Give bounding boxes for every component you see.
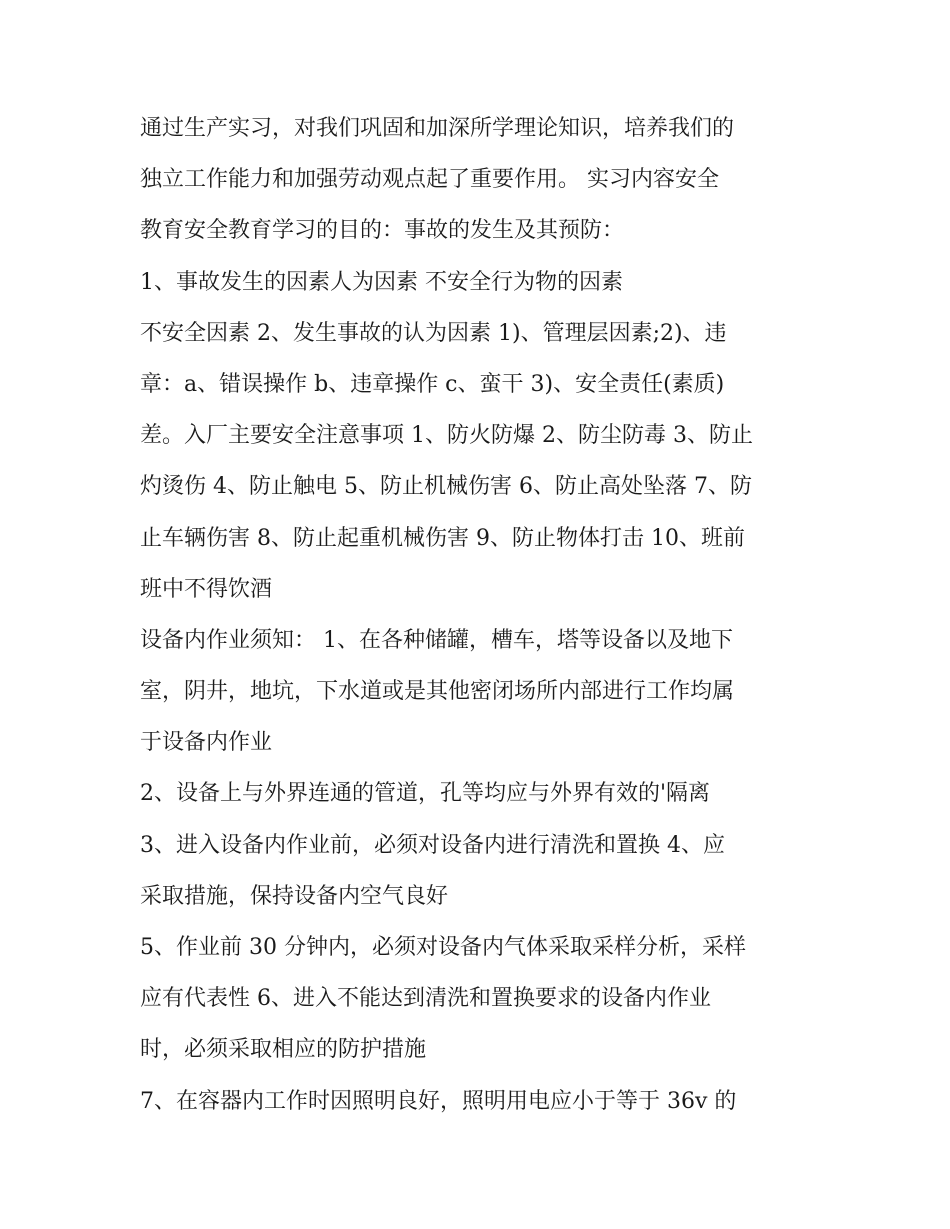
text-line-16: 采取措施，保持设备内空气良好 [140,883,449,909]
text-line-5: 不安全因素 2、发生事故的认为因素 1)、管理层因素;2)、违 [140,320,727,346]
document-body [140,103,820,1127]
text-line-10: 班中不得饮酒 [140,576,273,602]
text-line-4: 1、事故发生的因素人为因素 不安全行为物的因素 [140,269,623,295]
text-line-6: 章：a、错误操作 b、违章操作 c、蛮干 3)、安全责任(素质) [140,371,725,397]
text-line-17: 5、作业前 30 分钟内，必须对设备内气体采取采样分析，采样 [140,935,746,960]
text-line-3: 教育安全教育学习的目的：事故的发生及其预防： [140,218,625,244]
text-line-1: 通过生产实习，对我们巩固和加深所学理论知识，培养我们的 [140,116,735,141]
text-line-12: 室，阴井，地坑，下水道或是其他密闭场所内部进行工作均属 [140,679,735,705]
text-line-2: 独立工作能力和加强劳动观点起了重要作用。 实习内容安全 [140,167,719,193]
text-line-20: 7、在容器内工作时因照明良好，照明用电应小于等于 36v 的 [140,1088,737,1114]
text-line-19: 时，必须采取相应的防护措施 [140,1037,427,1063]
text-line-7: 差。入厂主要安全注意事项 1、防火防爆 2、防尘防毒 3、防止 [140,423,753,449]
text-line-15: 3、进入设备内作业前，必须对设备内进行清洗和置换 4、应 [140,832,725,858]
text-line-11: 设备内作业须知： 1、在各种储罐，槽车，塔等设备以及地下 [140,627,733,653]
text-line-8: 灼烫伤 4、防止触电 5、防止机械伤害 6、防止高处坠落 7、防 [140,474,752,500]
text-line-9: 止车辆伤害 8、防止起重机械伤害 9、防止物体打击 10、班前 [140,525,745,551]
text-line-13: 于设备内作业 [140,730,273,756]
text-line-18: 应有代表性 6、进入不能达到清洗和置换要求的设备内作业 [140,986,711,1012]
text-line-14: 2、设备上与外界连通的管道，孔等均应与外界有效的'隔离 [140,781,711,807]
